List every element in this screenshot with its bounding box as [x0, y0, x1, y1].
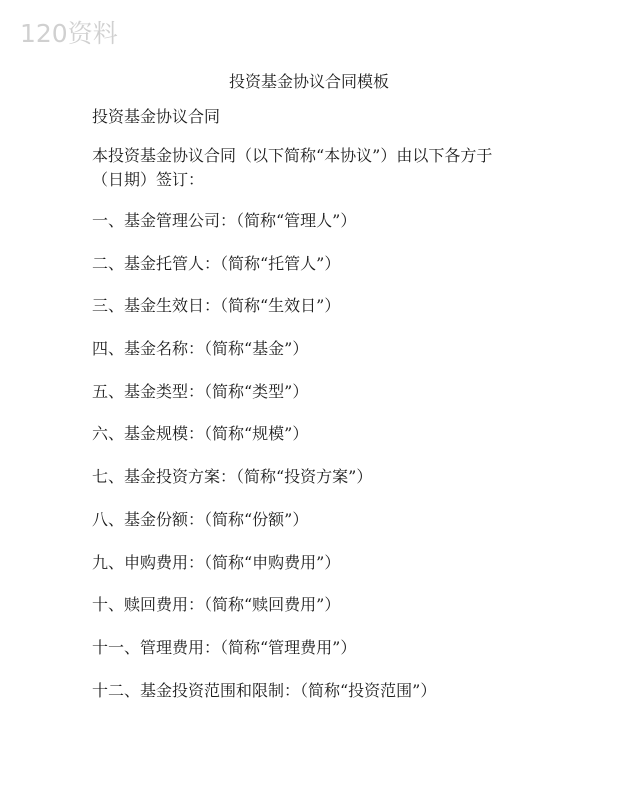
intro-paragraph [92, 144, 532, 192]
watermark-logo: 120资料 [20, 19, 118, 48]
clause-item-8: 八、基金份额：（简称“份额”） [92, 509, 309, 529]
document-subtitle: 投资基金协议合同 [92, 107, 221, 126]
clause-item-12: 十二、基金投资范围和限制：（简称“投资范围”） [92, 680, 437, 700]
clause-item-3: 三、基金生效日：（简称“生效日”） [92, 296, 341, 316]
clause-item-7: 七、基金投资方案：（简称“投资方案”） [92, 467, 373, 487]
clause-item-6: 六、基金规模：（简称“规模”） [92, 424, 309, 444]
clause-item-4: 四、基金名称：（简称“基金”） [92, 339, 309, 359]
clause-item-5: 五、基金类型：（简称“类型”） [92, 381, 309, 401]
document-title: 投资基金协议合同模板 [228, 72, 389, 91]
clause-item-11: 十一、管理费用：（简称“管理费用”） [92, 637, 357, 657]
intro-line: （日期）签订： [92, 170, 205, 189]
intro-line: 本投资基金协议合同（以下简称“本协议”）由以下各方于 [92, 146, 493, 165]
clause-item-10: 十、赎回费用：（简称“赎回费用”） [92, 595, 341, 615]
clause-item-9: 九、申购费用：（简称“申购费用”） [92, 552, 341, 572]
clause-list [92, 209, 436, 721]
clause-item-2: 二、基金托管人：（简称“托管人”） [92, 253, 341, 273]
clause-item-1: 一、基金管理公司：（简称“管理人”） [92, 211, 357, 230]
